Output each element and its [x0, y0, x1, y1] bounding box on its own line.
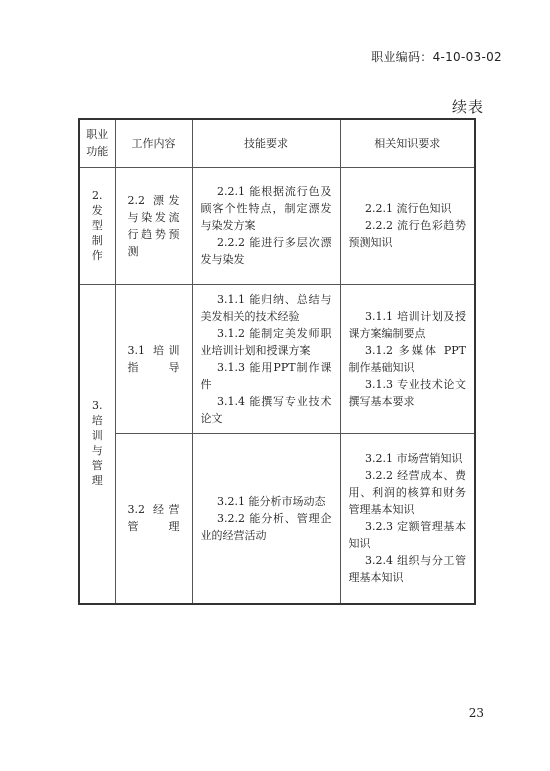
content-cell: [115, 284, 192, 433]
header-knowledge: 相关知识要求: [340, 119, 475, 167]
skill-item: 3.1.4 能撰写专业技术论文: [200, 394, 332, 425]
table-row: [79, 284, 475, 433]
content-label: 2.2 漂发与染发流行趋势预测: [127, 193, 180, 258]
table-row: [79, 167, 475, 284]
skill-item: 3.2.1 能分析市场动态: [217, 494, 326, 508]
knowledge-item: 3.2.3 定额管理基本知识: [348, 520, 466, 551]
skills-cell: [192, 284, 340, 433]
skill-item: 3.2.2 能分析、管理企业的经营活动: [200, 511, 332, 542]
knowledge-item: 3.1.3 专业技术论文撰写基本要求: [348, 377, 466, 408]
skill-item: 2.2.1 能根据流行色及顾客个性特点，制定漂发与染发方案: [200, 185, 332, 232]
function-cell: [79, 167, 115, 284]
knowledge-cell: [340, 167, 475, 284]
content-cell: [115, 433, 192, 604]
skill-requirements-table: [78, 118, 476, 605]
knowledge-item: 2.2.1 流行色知识: [365, 202, 452, 215]
function-cell: [79, 284, 115, 604]
header-function: 职业功能: [79, 119, 115, 167]
content-cell: [115, 167, 192, 284]
occupation-code: 职业编码：4-10-03-02: [371, 50, 502, 64]
continued-label: 续表: [451, 98, 484, 116]
knowledge-cell: [340, 284, 475, 433]
knowledge-item: 3.2.1 市场营销知识: [365, 452, 463, 466]
function-label: 3.培训与管理: [91, 399, 103, 488]
skill-item: 3.1.2 能制定美发师职业培训计划和授课方案: [200, 326, 332, 357]
knowledge-item: 3.2.2 经营成本、费用、利润的核算和财务管理基本知识: [348, 469, 466, 517]
knowledge-item: 3.2.4 组织与分工管理基本知识: [348, 554, 466, 585]
content-label: 3.2 经营管理: [127, 503, 180, 534]
table-header-row: [79, 119, 475, 167]
skill-item: 2.2.2 能进行多层次漂发与染发: [200, 236, 332, 266]
page-number: 23: [468, 706, 484, 720]
skills-cell: [192, 167, 340, 284]
header-skills: 技能要求: [192, 119, 340, 167]
knowledge-item: 3.1.2 多媒体 PPT 制作基础知识: [348, 343, 466, 374]
header-content: 工作内容: [115, 119, 192, 167]
knowledge-item: 3.1.1 培训计划及授课方案编制要点: [348, 309, 466, 340]
knowledge-cell: [340, 433, 475, 604]
function-label: 2.发型制作: [91, 188, 103, 262]
knowledge-item: 2.2.2 流行色彩趋势预测知识: [348, 219, 466, 249]
table-row: [79, 433, 475, 604]
skills-cell: [192, 433, 340, 604]
skill-item: 3.1.3 能用PPT制作课件: [200, 360, 332, 391]
skill-item: 3.1.1 能归纳、总结与美发相关的技术经验: [200, 292, 332, 323]
content-label: 3.1 培训指导: [127, 343, 180, 374]
